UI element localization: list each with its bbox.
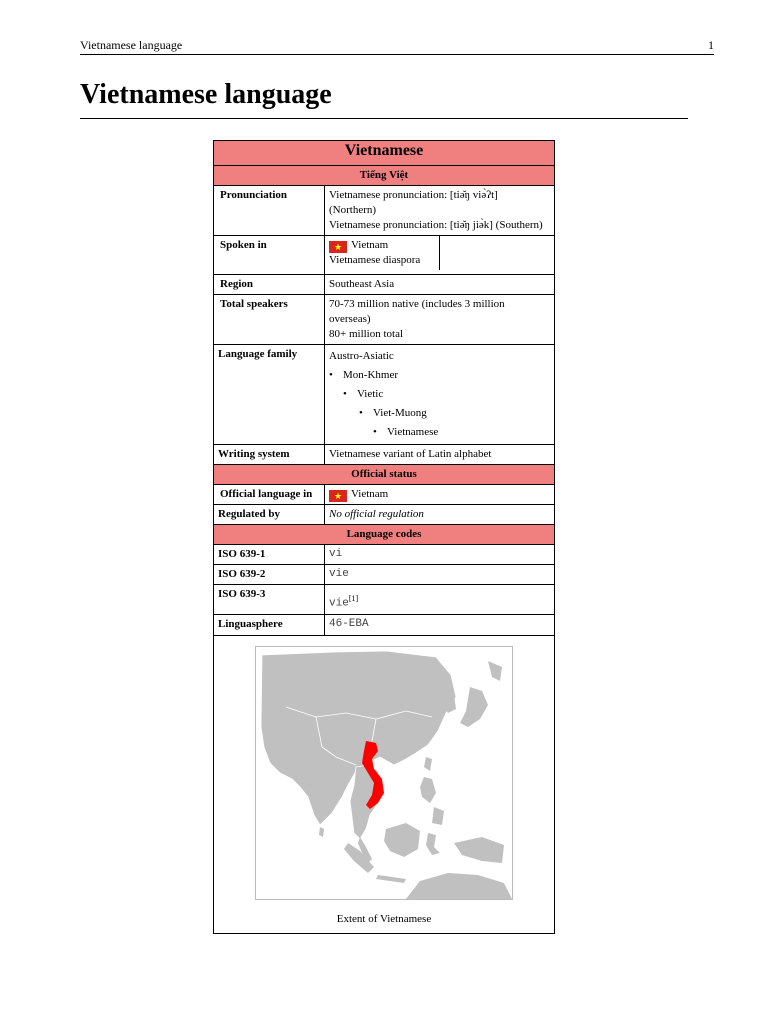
official-language-value bbox=[325, 485, 555, 505]
spoken-in-value bbox=[325, 236, 555, 275]
row-language-family bbox=[214, 345, 555, 445]
row-linguasphere bbox=[214, 614, 555, 635]
speakers-line: 80+ million total bbox=[329, 328, 404, 340]
row-writing-system bbox=[214, 445, 555, 465]
family-item[interactable]: • Vietic bbox=[343, 388, 384, 400]
row-total-speakers bbox=[214, 295, 555, 345]
pronunciation-line: (Northern) bbox=[329, 204, 377, 216]
row-pronunciation bbox=[214, 186, 555, 236]
spoken-in-diaspora[interactable]: Vietnamese diaspora bbox=[329, 254, 421, 266]
infobox bbox=[213, 140, 555, 934]
row-label: Official language in bbox=[214, 485, 325, 505]
pronunciation-line: Vietnamese pronunciation: [tiə̌ŋ viə̀ʔt] bbox=[329, 189, 498, 201]
language-family-tree bbox=[325, 345, 555, 445]
family-item[interactable]: • Mon-Khmer bbox=[329, 369, 398, 381]
section-header-language-codes: Language codes bbox=[214, 525, 555, 545]
row-iso-639-3 bbox=[214, 585, 555, 615]
family-item[interactable]: Austro-Asiatic bbox=[329, 350, 394, 362]
infobox-native-name: Tiếng Việt bbox=[214, 166, 555, 186]
speakers-line: 70-73 million native (includes 3 million bbox=[329, 298, 505, 310]
official-country[interactable]: Vietnam bbox=[351, 488, 389, 500]
row-official-language bbox=[214, 485, 555, 505]
row-label: Spoken in bbox=[214, 236, 325, 275]
iso-639-2-code[interactable]: vie bbox=[325, 565, 555, 585]
map-caption: Extent of Vietnamese bbox=[336, 912, 432, 925]
row-spoken-in bbox=[214, 236, 555, 275]
iso-639-1-code[interactable]: vi bbox=[325, 545, 555, 565]
row-label: ISO 639-3 bbox=[214, 585, 325, 615]
region-value[interactable]: Southeast Asia bbox=[325, 275, 555, 295]
asia-map-image bbox=[256, 647, 512, 899]
row-label: Language family bbox=[214, 345, 325, 445]
linguasphere-code[interactable]: 46-EBA bbox=[325, 614, 555, 635]
row-label: Linguasphere bbox=[214, 614, 325, 635]
vietnam-flag-icon: ★ bbox=[329, 490, 347, 502]
row-label: Writing system bbox=[214, 445, 325, 465]
row-iso-639-1 bbox=[214, 545, 555, 565]
row-label: Pronunciation bbox=[214, 186, 325, 236]
row-label: Total speakers bbox=[214, 295, 325, 345]
total-speakers-value bbox=[325, 295, 555, 345]
iso-639-3-code[interactable]: vie bbox=[329, 597, 349, 610]
row-label: Region bbox=[214, 275, 325, 295]
family-item[interactable]: • Viet-Muong bbox=[359, 407, 427, 419]
citation-ref[interactable]: [1] bbox=[348, 594, 359, 603]
regulated-by-value: No official regulation bbox=[325, 505, 555, 525]
spoken-in-country[interactable]: Vietnam bbox=[351, 239, 389, 251]
row-region bbox=[214, 275, 555, 295]
extent-map[interactable] bbox=[255, 646, 513, 900]
iso-639-3-value bbox=[325, 585, 555, 615]
page-title: Vietnamese language bbox=[80, 78, 688, 119]
page-number: 1 bbox=[708, 38, 714, 52]
section-header-official-status: Official status bbox=[214, 465, 555, 485]
infobox-title: Vietnamese bbox=[214, 141, 555, 166]
speakers-line: overseas) bbox=[329, 313, 371, 325]
map-cell bbox=[214, 635, 555, 933]
row-regulated-by bbox=[214, 505, 555, 525]
pronunciation-value bbox=[325, 186, 555, 236]
running-header bbox=[80, 38, 714, 55]
row-iso-639-2 bbox=[214, 565, 555, 585]
vietnam-flag-icon: ★ bbox=[329, 241, 347, 253]
running-header-title: Vietnamese language bbox=[80, 38, 183, 52]
writing-system-value[interactable]: Vietnamese variant of Latin alphabet bbox=[325, 445, 555, 465]
row-label: ISO 639-2 bbox=[214, 565, 325, 585]
row-label: ISO 639-1 bbox=[214, 545, 325, 565]
pronunciation-line: Vietnamese pronunciation: [tiə̌ŋ jiə̀k] (Southern) bbox=[329, 219, 543, 231]
row-label: Regulated by bbox=[214, 505, 325, 525]
family-item[interactable]: • Vietnamese bbox=[373, 426, 439, 438]
